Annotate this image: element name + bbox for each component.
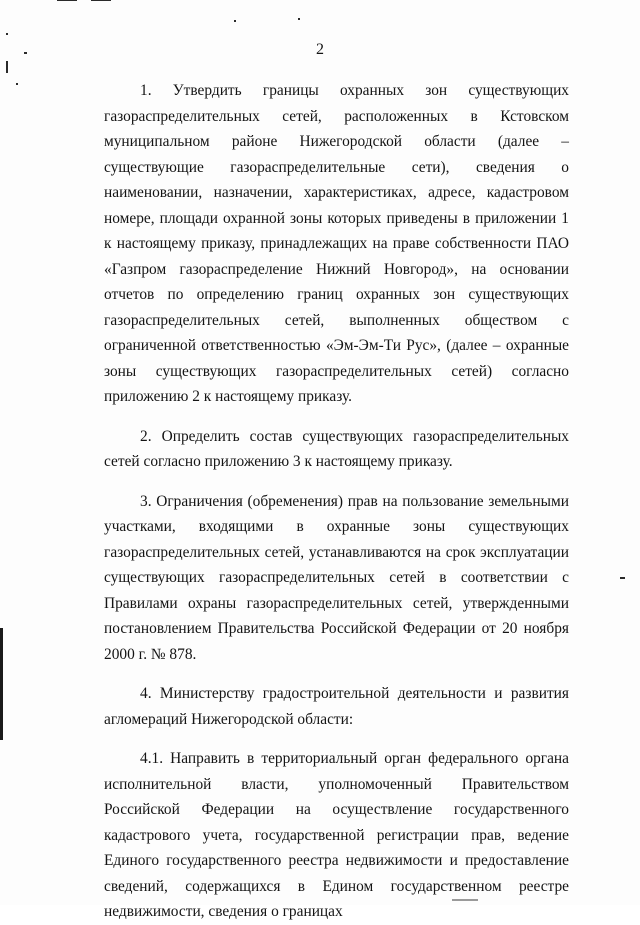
paragraph-4-1: 4.1. Направить в территориальный орган федерального органа исполнительной власти, уполномоченный Правительством Российской Федерации на осуществление государственного кадастрового учета, государственной регистрации прав, ведение Единого государственного реестра недвижимости и предоставление сведений, содержащихся в Едином государственном реестре недвижимости, сведения о границах — [104, 750, 569, 920]
paragraph-1: 1. Утвердить границы охранных зон существующих газораспределительных сетей, расположенных в Кстовском муниципальном районе Нижегородской области (далее – существующие газораспределительные сети), сведения о наименовании, назначении, характеристиках, адресе, кадастровом номере, площади охранной зоны которых приведены в приложении 1 к настоящему приказу, принадлежащих на праве собственности ПАО «Газпром газораспределение Нижний Новгород», на основании отчетов по определению границ охранных зон существующих газораспределительных сетей, выполненных обществом с ограниченной ответственностью «Эм-Эм-Ти Рус», (далее – охранные зоны существующих газораспределительных сетей) согласно приложению 2 к настоящему приказу. — [104, 82, 569, 405]
paragraph-4: 4. Министерству градостроительной деятельности и развития агломераций Нижегородской области: — [104, 685, 569, 728]
scan-mark — [57, 0, 77, 1]
scan-mark — [6, 33, 8, 35]
scan-mark — [620, 577, 625, 579]
page-number: 2 — [316, 41, 324, 58]
paragraph-2: 2. Определить состав существующих газораспределительных сетей согласно приложению 3 к настоящему приказу. — [104, 427, 569, 470]
scan-binder-edge — [0, 628, 3, 740]
paragraph-3: 3. Ограничения (обременения) прав на пользование земельными участками, входящими в охранные зоны существующих газораспределительных сетей, устанавливаются на срок эксплуатации существующих газораспределительных сетей в соответствии с Правилами охраны газораспределительных сетей, утвержденными постановлением Правительства Российской Федерации от 20 ноября 2000 г. № 878. — [104, 492, 569, 663]
scan-mark — [91, 0, 111, 1]
scan-mark — [6, 61, 8, 73]
scan-mark — [16, 83, 18, 85]
scan-mark — [234, 20, 236, 22]
scan-mark — [298, 18, 300, 20]
document-body — [104, 78, 569, 925]
